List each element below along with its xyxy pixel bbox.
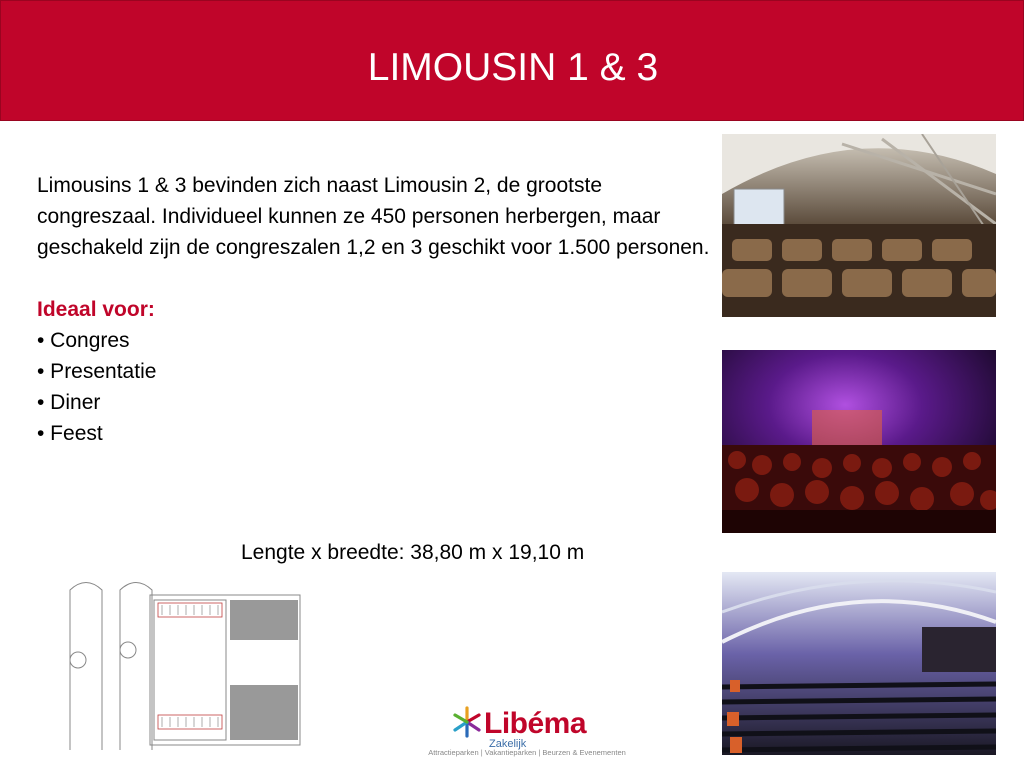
uses-list <box>37 325 717 449</box>
conference-hall-photo <box>722 134 996 317</box>
chair-rows-photo <box>722 572 996 755</box>
list-item: • Congres <box>37 329 130 352</box>
list-item: • Diner <box>37 391 101 414</box>
description-block <box>37 170 717 449</box>
logo-brand: Libéma <box>484 707 587 740</box>
floor-plan-drawing <box>58 575 306 755</box>
list-item: • Presentatie <box>37 360 157 383</box>
logo-sub: Zakelijk <box>489 738 527 750</box>
concert-crowd-photo <box>722 350 996 533</box>
star-logo-icon <box>452 705 482 739</box>
slide-title: LIMOUSIN 1 & 3 <box>367 46 659 89</box>
ideal-heading: Ideaal voor: <box>37 298 155 321</box>
dimensions-text: Lengte x breedte: 38,80 m x 19,10 m <box>241 541 585 564</box>
libema-logo <box>392 703 662 763</box>
list-item: • Feest <box>37 422 103 445</box>
intro-text: Limousins 1 & 3 bevinden zich naast Limousin 2, de grootste congreszaal. Individueel kunnen ze 450 personen herbergen, maar geschakeld zijn de congreszalen 1,2 en 3 geschikt voor 1.500 personen. <box>37 174 710 259</box>
logo-tagline: Attractieparken | Vakantieparken | Beurzen & Evenementen <box>428 748 626 757</box>
title-bar <box>0 0 1024 121</box>
